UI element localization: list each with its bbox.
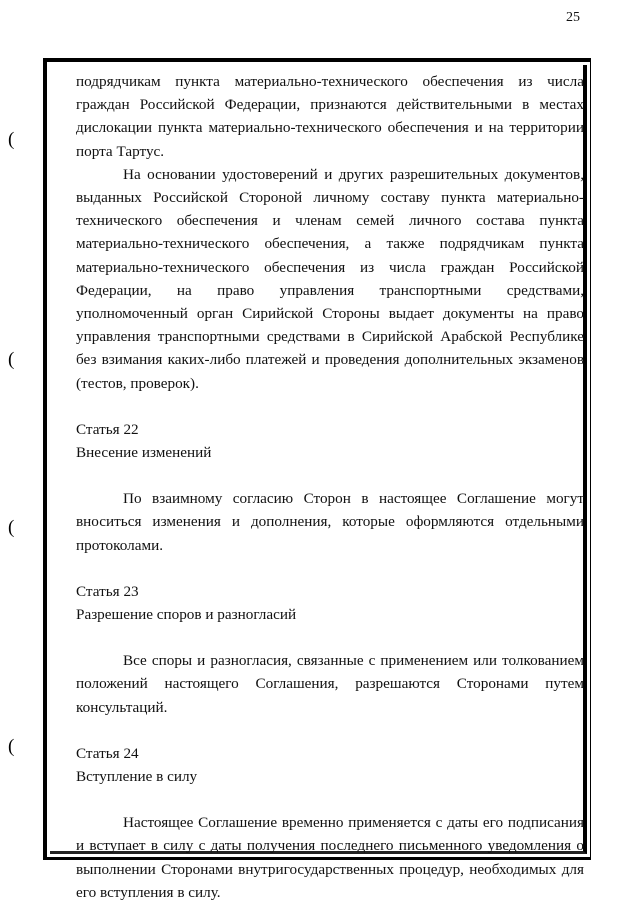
paragraph: подрядчикам пункта материально-технического обеспечения из числа граждан Российской Федерации, признаются действительными в местах дислокации пункта материально-технического обеспечения и на территории порта Тартус. — [76, 73, 584, 160]
margin-mark: ( — [8, 517, 15, 538]
article-text: Настоящее Соглашение временно применяется с даты его подписания и вступает в силу с даты получения последнего письменного уведомления о выполнении Сторонами внутригосударственных процедур, необходимых для его вступления в силу. — [76, 814, 584, 901]
article-title: Внесение изменений — [76, 444, 212, 462]
margin-mark: ( — [8, 129, 15, 150]
article-title: Разрешение споров и разногласий — [76, 606, 297, 624]
article-number: Статья 23 — [76, 582, 139, 600]
article-text: По взаимному согласию Сторон в настоящее Соглашение могут вноситься изменения и дополнения, которые оформляются отдельными протоколами. — [76, 490, 584, 554]
article-title: Вступление в силу — [76, 768, 198, 786]
article-text: Все споры и разногласия, связанные с применением или толкованием положений настоящего Соглашения, разрешаются Сторонами путем консультаций. — [76, 652, 584, 716]
paragraph: На основании удостоверений и других разрешительных документов, выданных Российской Стороной личному составу пункта материально-технического обеспечения и членам семей личного состава пункта материально-технического обеспечения, а также подрядчикам пункта материально-технического обеспечения из числа граждан Российской Федерации, на право управления транспортными средствами, уполномоченный орган Сирийской Стороны выдает документы на право управления транспортными средствами в Сирийской Арабской Республике без взимания каких-либо платежей и проведения дополнительных экзаменов (тестов, проверок). — [76, 165, 584, 392]
document-body — [76, 70, 584, 904]
article-number: Статья 22 — [76, 420, 139, 438]
margin-mark: ( — [8, 349, 15, 370]
page-number: 25 — [566, 10, 580, 25]
article-number: Статья 24 — [76, 744, 139, 762]
margin-mark: ( — [8, 736, 15, 757]
